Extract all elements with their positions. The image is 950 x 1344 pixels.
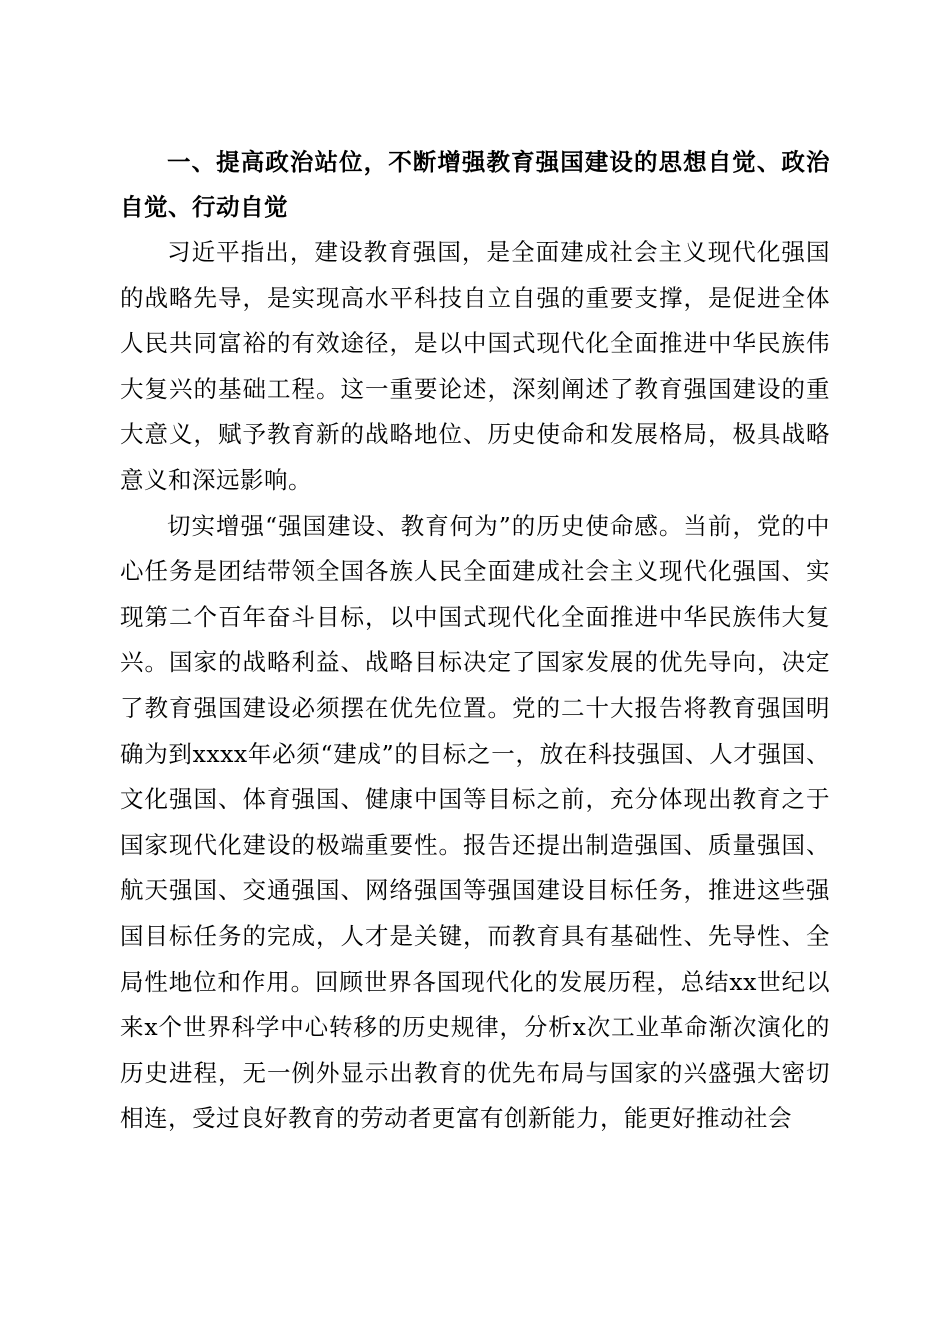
document-body — [120, 140, 830, 1142]
paragraph-2: 切实增强“强国建设、教育何为”的历史使命感。当前，党的中心任务是团结带领全国各族人民全面建成社会主义现代化强国、实现第二个百年奋斗目标，以中国式现代化全面推进中华民族伟大复兴。国家的战略利益、战略目标决定了国家发展的优先导向，决定了教育强国建设必须摆在优先位置。党的二十大报告将教育强国明确为到xxxx年必须“建成”的目标之一，放在科技强国、人才强国、文化强国、体育强国、健康中国等目标之前，充分体现出教育之于国家现代化建设的极端重要性。报告还提出制造强国、质量强国、航天强国、交通强国、网络强国等强国建设目标任务，推进这些强国目标任务的完成，人才是关键，而教育具有基础性、先导性、全局性地位和作用。回顾世界各国现代化的发展历程，总结xx世纪以来x个世界科学中心转移的历史规律，分析x次工业革命渐次演化的历史进程，无一例外显示出教育的优先布局与国家的兴盛强大密切相连，受过良好教育的劳动者更富有创新能力，能更好推动社会 — [120, 511, 830, 1133]
section-heading: 一、提高政治站位，不断增强教育强国建设的思想自觉、政治自觉、行动自觉 — [120, 148, 830, 221]
paragraph-1: 习近平指出，建设教育强国，是全面建成社会主义现代化强国的战略先导，是实现高水平科技自立自强的重要支撑，是促进全体人民共同富裕的有效途径，是以中国式现代化全面推进中华民族伟大复兴的基础工程。这一重要论述，深刻阐述了教育强国建设的重大意义，赋予教育新的战略地位、历史使命和发展格局，极具战略意义和深远影响。 — [120, 238, 830, 494]
